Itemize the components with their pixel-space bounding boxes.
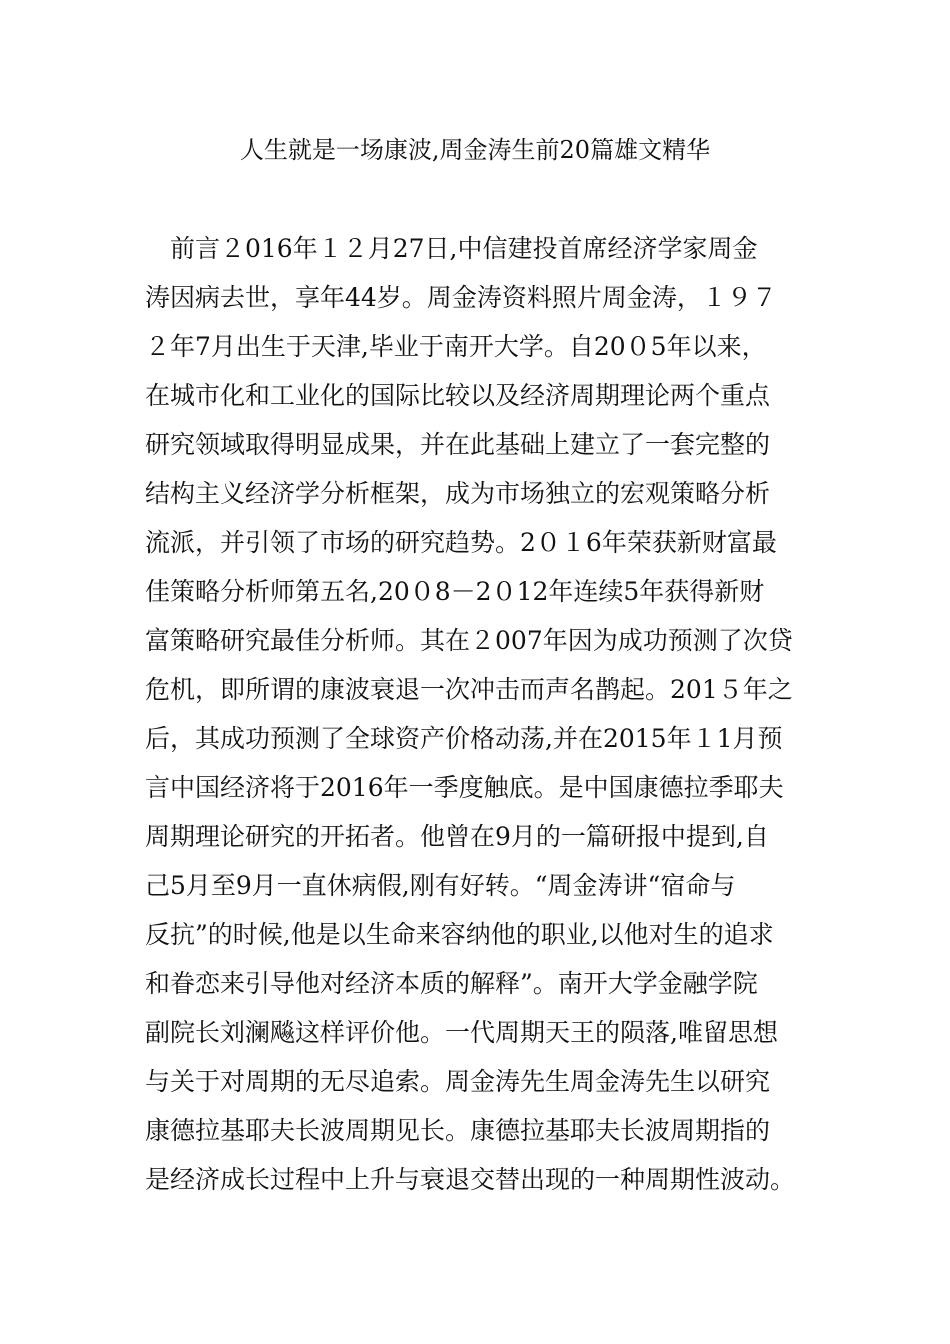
body-line: 佳策略分析师第五名,20０8－2０12年连续5年获得新财 [145,577,765,606]
body-line: 与关于对周期的无尽追索。周金涛先生周金涛先生以研究 [145,1067,771,1096]
body-line: 言中国经济将于2016年一季度触底。是中国康德拉季耶夫 [145,773,784,802]
body-line: 危机，即所谓的康波衰退一次冲击而声名鹊起。201５年之 [145,675,793,704]
body-line: 副院长刘澜飚这样评价他。一代周期天王的陨落,唯留思想 [145,1018,778,1047]
body-line: 流派，并引领了市场的研究趋势。2０１6年荣获新财富最 [145,528,777,557]
body-line: 康德拉基耶夫长波周期见长。康德拉基耶夫长波周期指的 [145,1116,771,1145]
body-line: 结构主义经济学分析框架，成为市场独立的宏观策略分析 [145,479,771,508]
body-line: 和眷恋来引导他对经济本质的解释”。南开大学金融学院 [145,969,758,998]
body-line: 周期理论研究的开拓者。他曾在9月的一篇研报中提到,自 [145,822,769,851]
body-line: 后，其成功预测了全球资产价格动荡,并在2015年１1月预 [145,724,783,753]
body-line: 富策略研究最佳分析师。其在２007年因为成功预测了次贷 [145,626,793,655]
body-line: ２年7月出生于天津,毕业于南开大学。自20０5年以来， [145,332,767,361]
body-line: 涛因病去世，享年44岁。周金涛资料照片周金涛，１９７ [145,283,777,312]
body-line: 研究领域取得明显成果，并在此基础上建立了一套完整的 [145,430,771,459]
document-title: 人生就是一场康波,周金涛生前20篇雄文精华 [239,136,711,164]
body-line: 己5月至9月一直休病假,刚有好转。“周金涛讲“宿命与 [145,871,736,900]
body-line: 在城市化和工业化的国际比较以及经济周期理论两个重点 [145,381,771,410]
body-line: 前言２016年１２月27日,中信建投首席经济学家周金 [145,234,758,263]
document-body [145,224,810,1204]
body-line: 是经济成长过程中上升与衰退交替出现的一种周期性波动。 [145,1165,796,1194]
body-line: 反抗”的时候,他是以生命来容纳他的职业,以他对生的追求 [145,920,774,949]
